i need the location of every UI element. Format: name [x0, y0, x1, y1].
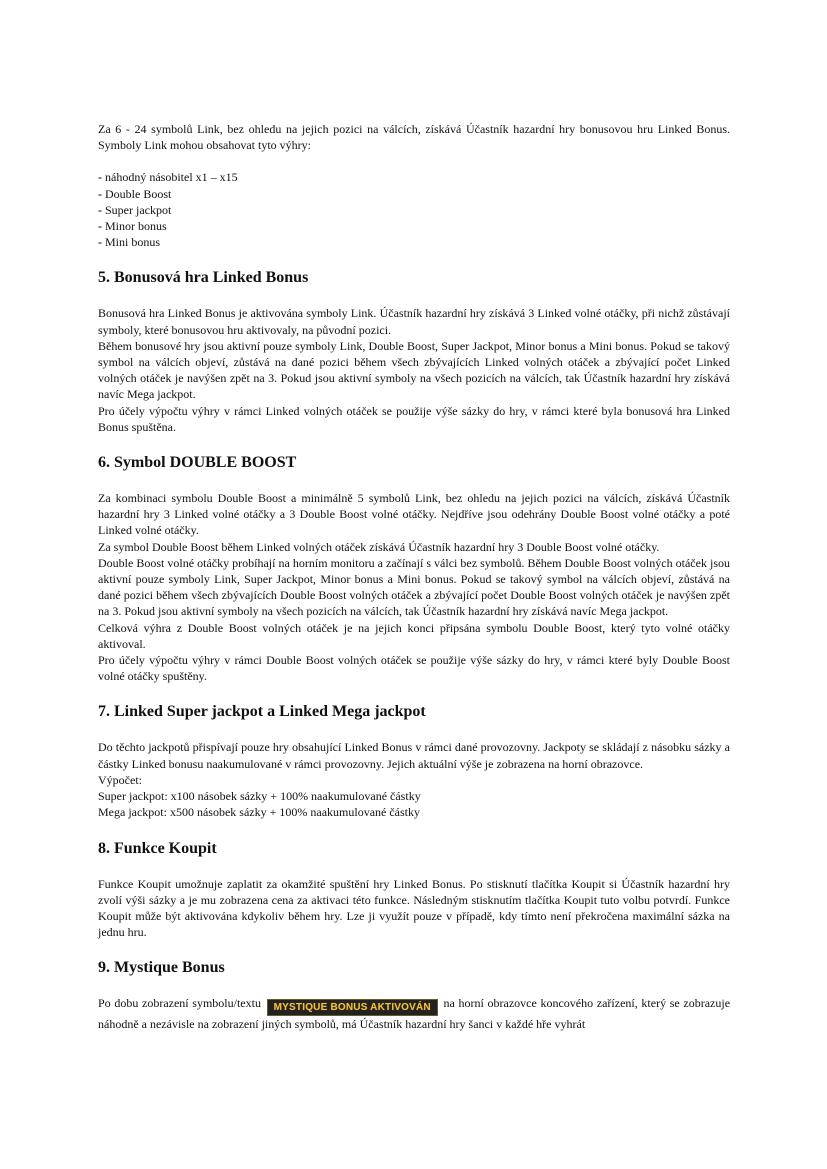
- list-item: - náhodný násobitel x1 – x15: [98, 170, 238, 185]
- section-7-paragraph: Výpočet:: [98, 772, 142, 787]
- section-8-paragraph: Funkce Koupit umožnuje zaplatit za okamžité spuštění hry Linked Bonus. Po stisknutí tlačítka Koupit si Účastník hazardní hry zvolí výši sázky a je mu zobrazena cena za aktivaci této funkce. Následným stisknutím tlačítka Koupit tuto volbu potvrdí. Funkce Koupit může být aktivována kdykoliv během hry. Lze ji využít pouze v případě, kdy tímto není překročena maximální sázka na jednu hru.: [98, 876, 730, 940]
- list-item: - Minor bonus: [98, 219, 167, 234]
- section-6-paragraph: Celková výhra z Double Boost volných otáček je na jejich konci připsána symbolu Double Boost, který tyto volné otáčky aktivoval.: [98, 620, 730, 651]
- section-9-heading: 9. Mystique Bonus: [98, 959, 225, 977]
- intro-paragraph: Za 6 - 24 symbolů Link, bez ohledu na jejich pozici na válcích, získává Účastník hazardní hry bonusovou hru Linked Bonus. Symboly Link mohou obsahovat tyto výhry:: [98, 122, 730, 153]
- section-6-paragraph: Pro účely výpočtu výhry v rámci Double Boost volných otáček se použije výše sázky do hry, v rámci které byly Double Boost volné otáčky spuštěny.: [98, 653, 730, 684]
- win-list: [98, 169, 730, 250]
- section-7-paragraph: Mega jackpot: x500 násobek sázky + 100% naakumulované částky: [98, 805, 421, 820]
- section-5-heading: 5. Bonusová hra Linked Bonus: [98, 269, 309, 287]
- section-6-heading: 6. Symbol DOUBLE BOOST: [98, 454, 297, 472]
- list-item: - Mini bonus: [98, 235, 161, 250]
- section-7-heading: 7. Linked Super jackpot a Linked Mega jackpot: [98, 703, 426, 721]
- list-item: - Super jackpot: [98, 202, 172, 217]
- mystique-bonus-badge: MYSTIQUE BONUS AKTIVOVÁN: [267, 999, 438, 1016]
- section-7-paragraph: Super jackpot: x100 násobek sázky + 100% naakumulované částky: [98, 789, 421, 804]
- section-5-paragraph: Během bonusové hry jsou aktivní pouze symboly Link, Double Boost, Super Jackpot, Minor bonus a Mini bonus. Pokud se takový symbol na válcích objeví, zůstává na dané pozici během všech zbývajících Linked volných otáček a zbývající počet Linked volných otáček je navýšen zpět na 3. Pokud jsou aktivní symboly na všech pozicích na válcích, tak Účastník hazardní hry získává navíc Mega jackpot.: [98, 338, 730, 402]
- section-6-paragraph: Za kombinaci symbolu Double Boost a minimálně 5 symbolů Link, bez ohledu na jejich pozici na válcích, získává Účastník hazardní hry 3 Linked volné otáčky a 3 Double Boost volné otáčky. Nejdříve jsou odehrány Double Boost volné otáčky a poté Linked volné otáčky.: [98, 491, 730, 538]
- section-6-paragraph: Za symbol Double Boost během Linked volných otáček získává Účastník hazardní hry 3 Double Boost volné otáčky.: [98, 539, 660, 554]
- document-page: [98, 121, 730, 1033]
- section-5-paragraph: Pro účely výpočtu výhry v rámci Linked volných otáček se použije výše sázky do hry, v rámci které byla bonusová hra Linked Bonus spuštěna.: [98, 403, 730, 434]
- section-6-paragraph: Double Boost volné otáčky probíhají na horním monitoru a začínají s válci bez symbolů. Během Double Boost volných otáček jsou aktivní pouze symboly Link, Super Jackpot, Minor bonus a Mini bonus. Pokud se takový symbol na válcích objeví, zůstává na dané pozici během všech zbývajících Double Boost volných otáček a zbývající počet Double Boost volných otáček je navýšen zpět na 3. Pokud jsou aktivní symboly na všech pozicích na válcích, tak Účastník hazardní hry získává navíc Mega jackpot.: [98, 555, 730, 619]
- section-8-heading: 8. Funkce Koupit: [98, 839, 217, 857]
- list-item: - Double Boost: [98, 186, 172, 201]
- section-9-paragraph: Po dobu zobrazení symbolu/textu MYSTIQUE BONUS AKTIVOVÁN na horní obrazovce koncového zařízení, který se zobrazuje náhodně a nezávisle na zobrazení jiných symbolů, má Účastník hazardní hry šanci v každé hře vyhrát: [98, 996, 731, 1032]
- section-7-paragraph: Do těchto jackpotů přispívají pouze hry obsahující Linked Bonus v rámci dané provozovny. Jackpoty se skládají z násobku sázky a částky Linked bonusu naakumulované v rámci provozovny. Jejich aktuální výše je zobrazena na horní obrazovce.: [98, 740, 730, 771]
- section-5-paragraph: Bonusová hra Linked Bonus je aktivována symboly Link. Účastník hazardní hry získává 3 Linked volné otáčky, při nichž zůstávají symboly, které bonusovou hru aktivovaly, na původní pozici.: [98, 306, 730, 337]
